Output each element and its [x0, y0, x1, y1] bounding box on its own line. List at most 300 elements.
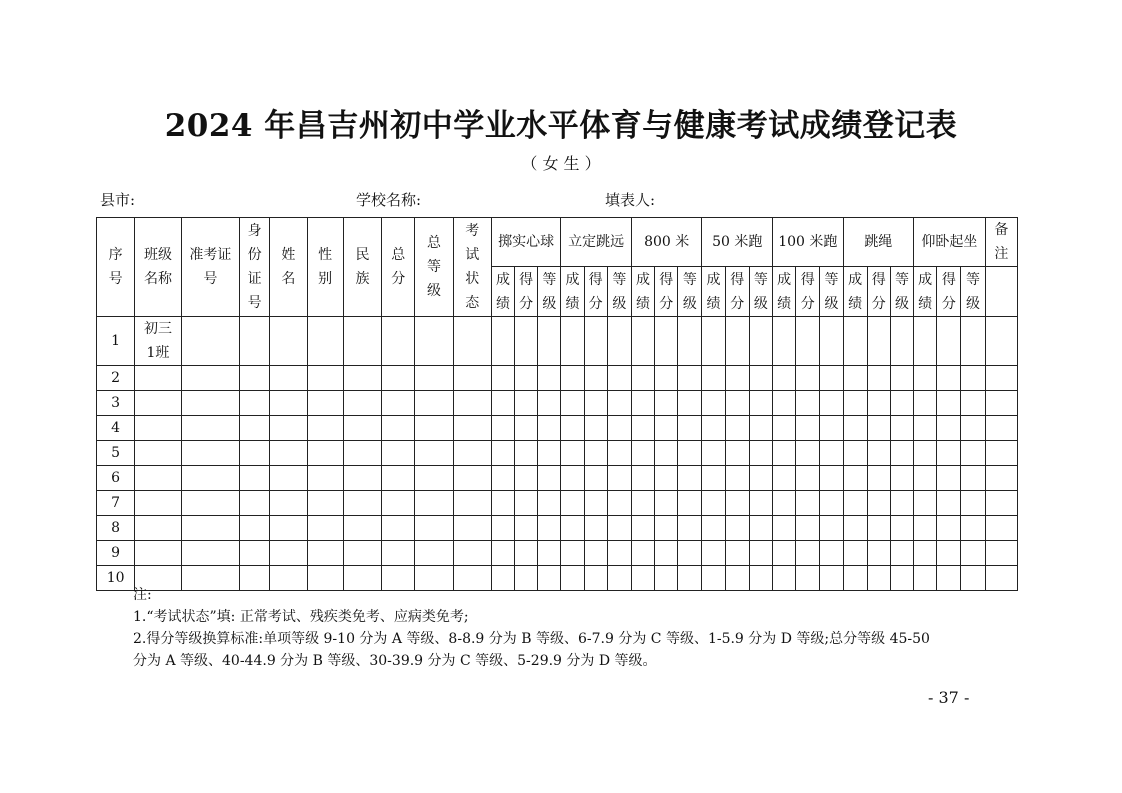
table-cell — [343, 566, 381, 591]
table-cell — [773, 391, 796, 416]
filler-label: 填表人: — [605, 191, 656, 209]
table-cell — [914, 516, 937, 541]
table-cell — [584, 441, 607, 466]
table-cell — [655, 317, 678, 366]
table-cell — [270, 491, 307, 516]
table-cell — [561, 566, 584, 591]
table-cell — [773, 366, 796, 391]
table-cell — [914, 317, 937, 366]
table-cell — [382, 391, 415, 416]
subheader-grade: 等级 — [749, 267, 772, 317]
table-cell — [702, 541, 725, 566]
row-class-name — [135, 391, 181, 416]
table-cell — [307, 391, 343, 416]
table-cell — [985, 516, 1017, 541]
table-cell — [961, 541, 985, 566]
table-cell — [415, 541, 453, 566]
table-cell — [985, 541, 1017, 566]
table-cell — [561, 416, 584, 441]
table-cell — [270, 566, 307, 591]
table-cell — [702, 416, 725, 441]
header-total-score: 总分 — [382, 218, 415, 317]
table-cell — [820, 541, 843, 566]
table-row — [97, 366, 1018, 391]
table-cell — [890, 491, 913, 516]
table-cell — [678, 317, 702, 366]
table-cell — [937, 516, 961, 541]
subheader-result: 成绩 — [843, 267, 867, 317]
table-cell — [181, 541, 239, 566]
row-number: 5 — [97, 441, 135, 466]
subheader-grade: 等级 — [678, 267, 702, 317]
table-cell — [343, 466, 381, 491]
table-cell — [937, 416, 961, 441]
table-cell — [382, 441, 415, 466]
table-cell — [961, 491, 985, 516]
table-cell — [631, 466, 654, 491]
table-cell — [453, 391, 491, 416]
table-cell — [655, 491, 678, 516]
table-cell — [415, 491, 453, 516]
table-cell — [240, 391, 270, 416]
table-cell — [415, 366, 453, 391]
row-class-name — [135, 441, 181, 466]
table-cell — [985, 317, 1017, 366]
table-cell — [561, 441, 584, 466]
table-cell — [584, 317, 607, 366]
table-cell — [985, 566, 1017, 591]
row-class-name — [135, 491, 181, 516]
subheader-grade: 等级 — [538, 267, 561, 317]
table-cell — [867, 491, 890, 516]
table-cell — [655, 391, 678, 416]
subheader-result: 成绩 — [561, 267, 584, 317]
table-cell — [538, 441, 561, 466]
score-registration-table — [96, 217, 1018, 591]
table-cell — [937, 441, 961, 466]
table-cell — [538, 566, 561, 591]
table-cell — [584, 566, 607, 591]
table-cell — [307, 317, 343, 366]
row-number: 6 — [97, 466, 135, 491]
row-class-name — [135, 416, 181, 441]
table-cell — [538, 416, 561, 441]
page-number: - 37 - — [928, 688, 970, 707]
table-cell — [725, 317, 749, 366]
table-row — [97, 416, 1018, 441]
table-cell — [961, 466, 985, 491]
table-cell — [725, 366, 749, 391]
table-cell — [678, 516, 702, 541]
table-cell — [382, 491, 415, 516]
table-cell — [491, 416, 514, 441]
table-cell — [584, 416, 607, 441]
row-class-name — [135, 466, 181, 491]
table-cell — [584, 516, 607, 541]
table-cell — [181, 391, 239, 416]
table-cell — [240, 541, 270, 566]
notes-label: 注: — [133, 587, 152, 603]
table-cell — [843, 516, 867, 541]
subheader-score: 得分 — [937, 267, 961, 317]
table-cell — [914, 466, 937, 491]
row-number: 9 — [97, 541, 135, 566]
table-cell — [961, 416, 985, 441]
table-cell — [678, 366, 702, 391]
table-cell — [890, 466, 913, 491]
table-cell — [702, 391, 725, 416]
table-cell — [725, 441, 749, 466]
header-exam-id: 准考证号 — [181, 218, 239, 317]
table-cell — [307, 416, 343, 441]
table-cell — [631, 441, 654, 466]
table-row — [97, 391, 1018, 416]
table-cell — [843, 391, 867, 416]
row-class-name — [135, 366, 181, 391]
table-cell — [749, 416, 772, 441]
row-class-name — [135, 516, 181, 541]
table-cell — [607, 441, 631, 466]
table-cell — [631, 317, 654, 366]
header-name: 姓名 — [270, 218, 307, 317]
table-cell — [270, 466, 307, 491]
table-cell — [985, 466, 1017, 491]
table-cell — [240, 566, 270, 591]
subheader-result: 成绩 — [491, 267, 514, 317]
header-total-grade: 总等级 — [415, 218, 453, 317]
table-cell — [937, 391, 961, 416]
table-cell — [796, 491, 820, 516]
table-cell — [270, 391, 307, 416]
subheader-result: 成绩 — [773, 267, 796, 317]
table-cell — [515, 441, 538, 466]
table-cell — [607, 541, 631, 566]
table-cell — [382, 566, 415, 591]
table-cell — [382, 541, 415, 566]
table-cell — [607, 516, 631, 541]
table-cell — [584, 466, 607, 491]
table-cell — [270, 541, 307, 566]
table-cell — [890, 516, 913, 541]
table-row — [97, 491, 1018, 516]
table-cell — [773, 441, 796, 466]
table-cell — [725, 566, 749, 591]
subheader-grade: 等级 — [820, 267, 843, 317]
table-cell — [702, 566, 725, 591]
table-cell — [725, 466, 749, 491]
table-cell — [655, 541, 678, 566]
table-cell — [985, 491, 1017, 516]
table-cell — [631, 366, 654, 391]
table-cell — [181, 366, 239, 391]
table-cell — [453, 366, 491, 391]
table-cell — [843, 441, 867, 466]
table-row — [97, 566, 1018, 591]
table-cell — [181, 566, 239, 591]
table-cell — [843, 541, 867, 566]
table-cell — [773, 466, 796, 491]
table-cell — [725, 491, 749, 516]
table-cell — [515, 566, 538, 591]
table-cell — [890, 391, 913, 416]
table-cell — [678, 466, 702, 491]
table-cell — [985, 366, 1017, 391]
row-number: 3 — [97, 391, 135, 416]
table-cell — [725, 516, 749, 541]
table-cell — [561, 317, 584, 366]
table-cell — [725, 391, 749, 416]
table-cell — [561, 491, 584, 516]
note-line-1: 1.“考试状态”填: 正常考试、残疾类免考、应病类免考; — [133, 609, 469, 625]
table-cell — [678, 566, 702, 591]
table-cell — [491, 491, 514, 516]
table-cell — [796, 566, 820, 591]
table-cell — [820, 366, 843, 391]
table-cell — [961, 566, 985, 591]
table-cell — [607, 391, 631, 416]
table-cell — [655, 441, 678, 466]
table-cell — [491, 516, 514, 541]
table-cell — [843, 566, 867, 591]
row-class-name — [135, 541, 181, 566]
table-cell — [382, 366, 415, 391]
table-cell — [655, 416, 678, 441]
header-100m: 100 米跑 — [773, 218, 844, 267]
subheader-score: 得分 — [515, 267, 538, 317]
table-cell — [631, 391, 654, 416]
row-number: 1 — [97, 317, 135, 366]
table-cell — [538, 317, 561, 366]
row-number: 7 — [97, 491, 135, 516]
table-cell — [561, 366, 584, 391]
table-cell — [937, 317, 961, 366]
table-cell — [796, 541, 820, 566]
table-cell — [961, 366, 985, 391]
table-cell — [538, 541, 561, 566]
table-cell — [843, 366, 867, 391]
header-serial-no: 序号 — [97, 218, 135, 317]
table-cell — [491, 541, 514, 566]
table-cell — [867, 516, 890, 541]
table-cell — [985, 441, 1017, 466]
table-cell — [843, 317, 867, 366]
table-cell — [538, 516, 561, 541]
table-cell — [867, 317, 890, 366]
table-cell — [607, 317, 631, 366]
table-cell — [820, 416, 843, 441]
table-cell — [773, 317, 796, 366]
table-cell — [796, 366, 820, 391]
table-cell — [382, 416, 415, 441]
table-cell — [491, 566, 514, 591]
table-cell — [796, 466, 820, 491]
subheader-grade: 等级 — [890, 267, 913, 317]
table-cell — [382, 516, 415, 541]
table-row — [97, 317, 1018, 366]
table-cell — [796, 317, 820, 366]
table-cell — [702, 366, 725, 391]
table-cell — [890, 416, 913, 441]
table-cell — [914, 366, 937, 391]
table-cell — [655, 466, 678, 491]
table-cell — [538, 466, 561, 491]
table-cell — [307, 541, 343, 566]
table-cell — [749, 441, 772, 466]
table-cell — [453, 466, 491, 491]
table-cell — [843, 491, 867, 516]
table-cell — [631, 541, 654, 566]
table-cell — [749, 516, 772, 541]
table-cell — [678, 441, 702, 466]
subheader-result: 成绩 — [914, 267, 937, 317]
row-number: 2 — [97, 366, 135, 391]
table-cell — [937, 466, 961, 491]
header-ethnicity: 民族 — [343, 218, 381, 317]
table-cell — [240, 366, 270, 391]
subheader-grade: 等级 — [961, 267, 985, 317]
note-line-3: 分为 A 等级、40-44.9 分为 B 等级、30-39.9 分为 C 等级、5-29.9 分为 D 等级。 — [133, 653, 657, 669]
table-cell — [678, 416, 702, 441]
table-cell — [453, 416, 491, 441]
table-cell — [914, 441, 937, 466]
table-cell — [914, 491, 937, 516]
header-800m: 800 米 — [631, 218, 702, 267]
table-cell — [343, 441, 381, 466]
table-cell — [820, 516, 843, 541]
table-cell — [491, 391, 514, 416]
header-gender: 性别 — [307, 218, 343, 317]
table-cell — [607, 416, 631, 441]
table-cell — [415, 391, 453, 416]
table-cell — [538, 491, 561, 516]
table-cell — [181, 416, 239, 441]
table-cell — [240, 516, 270, 541]
table-cell — [240, 466, 270, 491]
table-cell — [937, 566, 961, 591]
table-cell — [270, 516, 307, 541]
table-cell — [749, 541, 772, 566]
table-cell — [867, 541, 890, 566]
header-sit-ups: 仰卧起坐 — [914, 218, 986, 267]
table-cell — [415, 466, 453, 491]
table-cell — [702, 441, 725, 466]
table-cell — [985, 391, 1017, 416]
header-shot-put: 掷实心球 — [491, 218, 561, 267]
table-row — [97, 466, 1018, 491]
table-cell — [702, 491, 725, 516]
table-cell — [453, 566, 491, 591]
table-cell — [773, 566, 796, 591]
table-cell — [515, 391, 538, 416]
table-cell — [867, 416, 890, 441]
table-cell — [631, 416, 654, 441]
table-cell — [820, 317, 843, 366]
table-cell — [867, 466, 890, 491]
table-cell — [725, 541, 749, 566]
table-cell — [382, 317, 415, 366]
table-cell — [773, 516, 796, 541]
table-cell — [561, 391, 584, 416]
table-cell — [343, 317, 381, 366]
table-cell — [515, 317, 538, 366]
table-cell — [796, 416, 820, 441]
subheader-result: 成绩 — [702, 267, 725, 317]
row-class-name: 初三1班 — [135, 317, 181, 366]
table-cell — [607, 466, 631, 491]
table-cell — [415, 317, 453, 366]
table-cell — [584, 366, 607, 391]
table-cell — [749, 366, 772, 391]
table-cell — [725, 416, 749, 441]
header-50m: 50 米跑 — [702, 218, 773, 267]
table-cell — [453, 441, 491, 466]
table-cell — [773, 416, 796, 441]
table-cell — [796, 391, 820, 416]
table-cell — [914, 391, 937, 416]
table-cell — [491, 466, 514, 491]
table-cell — [607, 566, 631, 591]
subheader-score: 得分 — [725, 267, 749, 317]
table-cell — [985, 416, 1017, 441]
table-cell — [937, 491, 961, 516]
page-title: 2024 年昌吉州初中学业水平体育与健康考试成绩登记表 — [164, 108, 958, 144]
table-cell — [867, 566, 890, 591]
subheader-score: 得分 — [655, 267, 678, 317]
table-cell — [453, 541, 491, 566]
header-class-name: 班级名称 — [135, 218, 181, 317]
table-cell — [515, 541, 538, 566]
table-cell — [491, 317, 514, 366]
table-cell — [631, 566, 654, 591]
table-cell — [867, 391, 890, 416]
table-cell — [820, 566, 843, 591]
table-cell — [843, 416, 867, 441]
table-cell — [890, 366, 913, 391]
table-cell — [240, 317, 270, 366]
table-cell — [453, 491, 491, 516]
table-cell — [240, 416, 270, 441]
table-cell — [584, 391, 607, 416]
table-row — [97, 441, 1018, 466]
table-cell — [181, 491, 239, 516]
table-cell — [678, 391, 702, 416]
table-cell — [867, 441, 890, 466]
gender-subtitle: （ 女 生 ） — [521, 154, 601, 173]
table-cell — [415, 441, 453, 466]
subheader-score: 得分 — [584, 267, 607, 317]
table-cell — [307, 566, 343, 591]
table-cell — [890, 317, 913, 366]
table-cell — [961, 516, 985, 541]
table-cell — [631, 491, 654, 516]
table-cell — [181, 466, 239, 491]
table-cell — [820, 391, 843, 416]
table-cell — [773, 541, 796, 566]
table-cell — [820, 466, 843, 491]
table-cell — [796, 516, 820, 541]
table-cell — [453, 317, 491, 366]
table-cell — [631, 516, 654, 541]
table-cell — [890, 541, 913, 566]
table-cell — [914, 566, 937, 591]
header-jump-rope: 跳绳 — [843, 218, 914, 267]
table-cell — [343, 516, 381, 541]
table-cell — [607, 366, 631, 391]
table-cell — [773, 491, 796, 516]
table-cell — [937, 366, 961, 391]
table-cell — [937, 541, 961, 566]
table-cell — [382, 466, 415, 491]
